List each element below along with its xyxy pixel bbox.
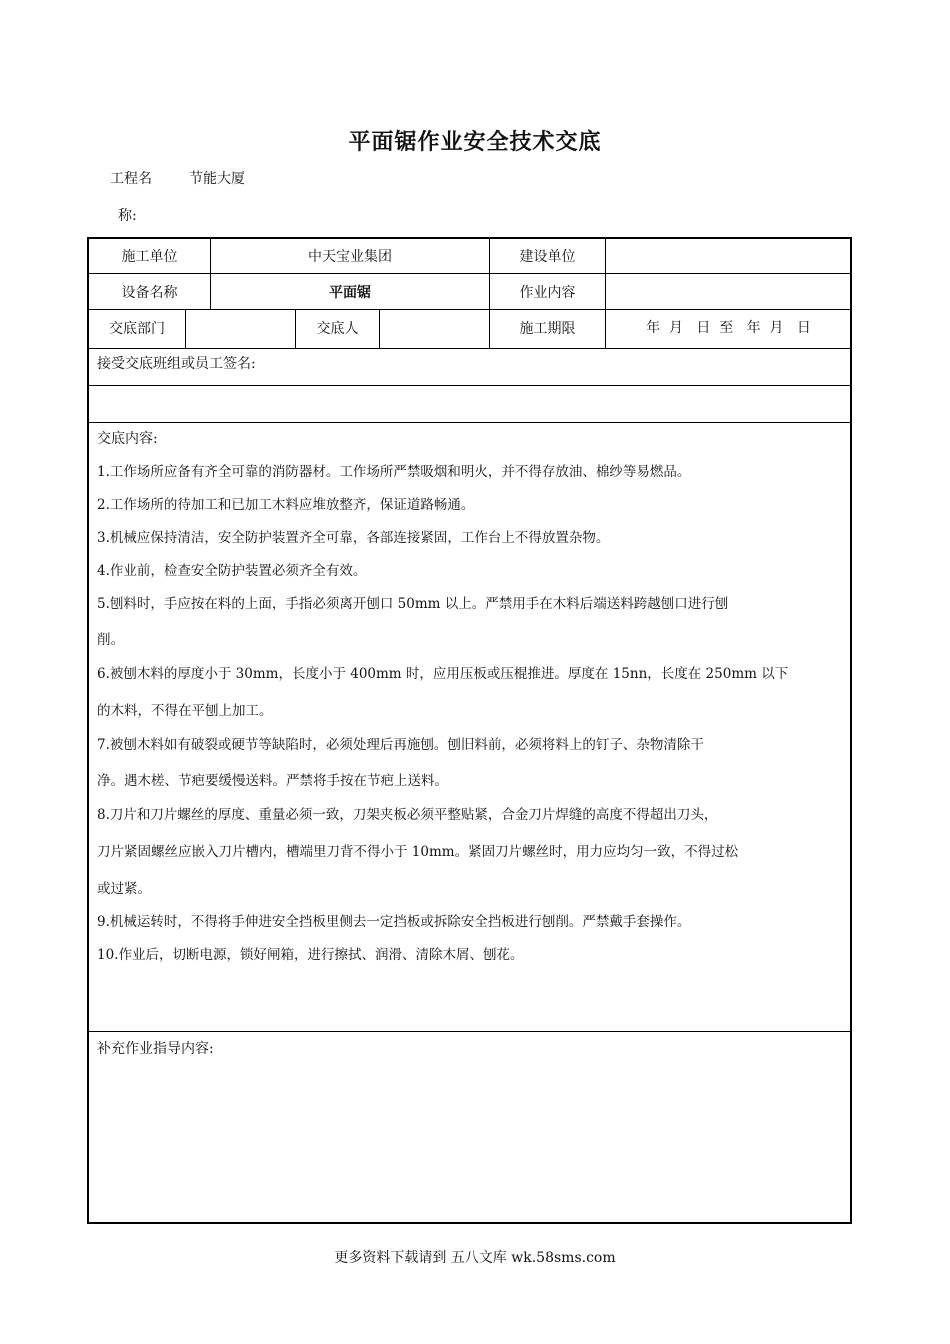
content-line: 净。遇木槎、节疤要缓慢送料。严禁将手按在节疤上送料。 xyxy=(97,773,448,789)
project-name-label-continued: 称: xyxy=(118,208,137,224)
construction-unit-label: 施工单位 xyxy=(121,248,178,265)
content-line: 6.被刨木料的厚度小于 30mm，长度小于 400mm 时，应用压板或压棍推进。厚度在 15nn，长度在 250mm 以下 xyxy=(97,666,789,682)
content-line: 的木料，不得在平刨上加工。 xyxy=(97,703,273,719)
content-line: 8.刀片和刀片螺丝的厚度、重量必须一致，刀架夹板必须平整贴紧，合金刀片焊缝的高度不得超出刀头， xyxy=(97,807,718,823)
period-value: 年 月 日 至 年 月 日 xyxy=(646,319,811,336)
supplement-label: 补充作业指导内容: xyxy=(97,1041,214,1057)
row-divider xyxy=(88,422,851,423)
person-value xyxy=(380,310,489,346)
owner-unit-label: 建设单位 xyxy=(519,248,576,265)
content-line: 削。 xyxy=(97,632,124,648)
work-content-value xyxy=(606,274,851,309)
row-divider xyxy=(88,348,851,349)
project-name-value: 节能大厦 xyxy=(189,171,245,187)
content-line: 刀片紧固螺丝应嵌入刀片槽内，槽端里刀背不得小于 10mm。紧固刀片螺丝时，用力应均匀一致，不得过松 xyxy=(97,844,739,860)
content-line: 1.工作场所应备有齐全可靠的消防器材。工作场所严禁吸烟和明火，并不得存放油、棉纱等易燃品。 xyxy=(97,464,691,480)
row-divider xyxy=(88,385,851,386)
equipment-value: 平面锯 xyxy=(329,284,371,301)
row-divider xyxy=(88,1031,851,1032)
owner-unit-value xyxy=(606,238,851,273)
document-title: 平面锯作业安全技术交底 xyxy=(348,130,602,155)
content-line: 2.工作场所的待加工和已加工木料应堆放整齐，保证道路畅通。 xyxy=(97,497,475,513)
content-line: 5.刨料时，手应按在料的上面，手指必须离开刨口 50mm 以上。严禁用手在木料后端送料跨越刨口进行刨 xyxy=(97,596,729,612)
person-label: 交底人 xyxy=(316,321,359,337)
dept-value xyxy=(186,310,295,346)
equipment-label: 设备名称 xyxy=(121,284,178,301)
period-label: 施工期限 xyxy=(519,321,576,337)
content-line: 4.作业前，检查安全防护装置必须齐全有效。 xyxy=(97,563,367,579)
dept-label: 交底部门 xyxy=(109,321,165,337)
footer-note: 更多资料下载请到 五八文库 wk.58sms.com xyxy=(334,1250,616,1266)
work-content-label: 作业内容 xyxy=(519,284,576,301)
content-line: 9.机械运转时，不得将手伸进安全挡板里侧去一定挡板或拆除安全挡板进行刨削。严禁戴手套操作。 xyxy=(97,914,691,930)
content-line: 7.被刨木料如有破裂或硬节等缺陷时，必须处理后再施刨。刨旧料前，必须将料上的钉子、杂物清除干 xyxy=(97,737,704,753)
project-name-label: 工程名 xyxy=(110,171,152,187)
content-line: 10.作业后，切断电源，锁好闸箱，进行擦拭、润滑、清除木屑、刨花。 xyxy=(97,947,524,963)
signature-label: 接受交底班组或员工签名: xyxy=(97,356,256,372)
construction-unit-value: 中天宝业集团 xyxy=(308,248,392,265)
content-line: 或过紧。 xyxy=(97,881,151,897)
content-line: 3.机械应保持清洁，安全防护装置齐全可靠，各部连接紧固，工作台上不得放置杂物。 xyxy=(97,530,610,546)
content-label: 交底内容: xyxy=(97,431,158,447)
